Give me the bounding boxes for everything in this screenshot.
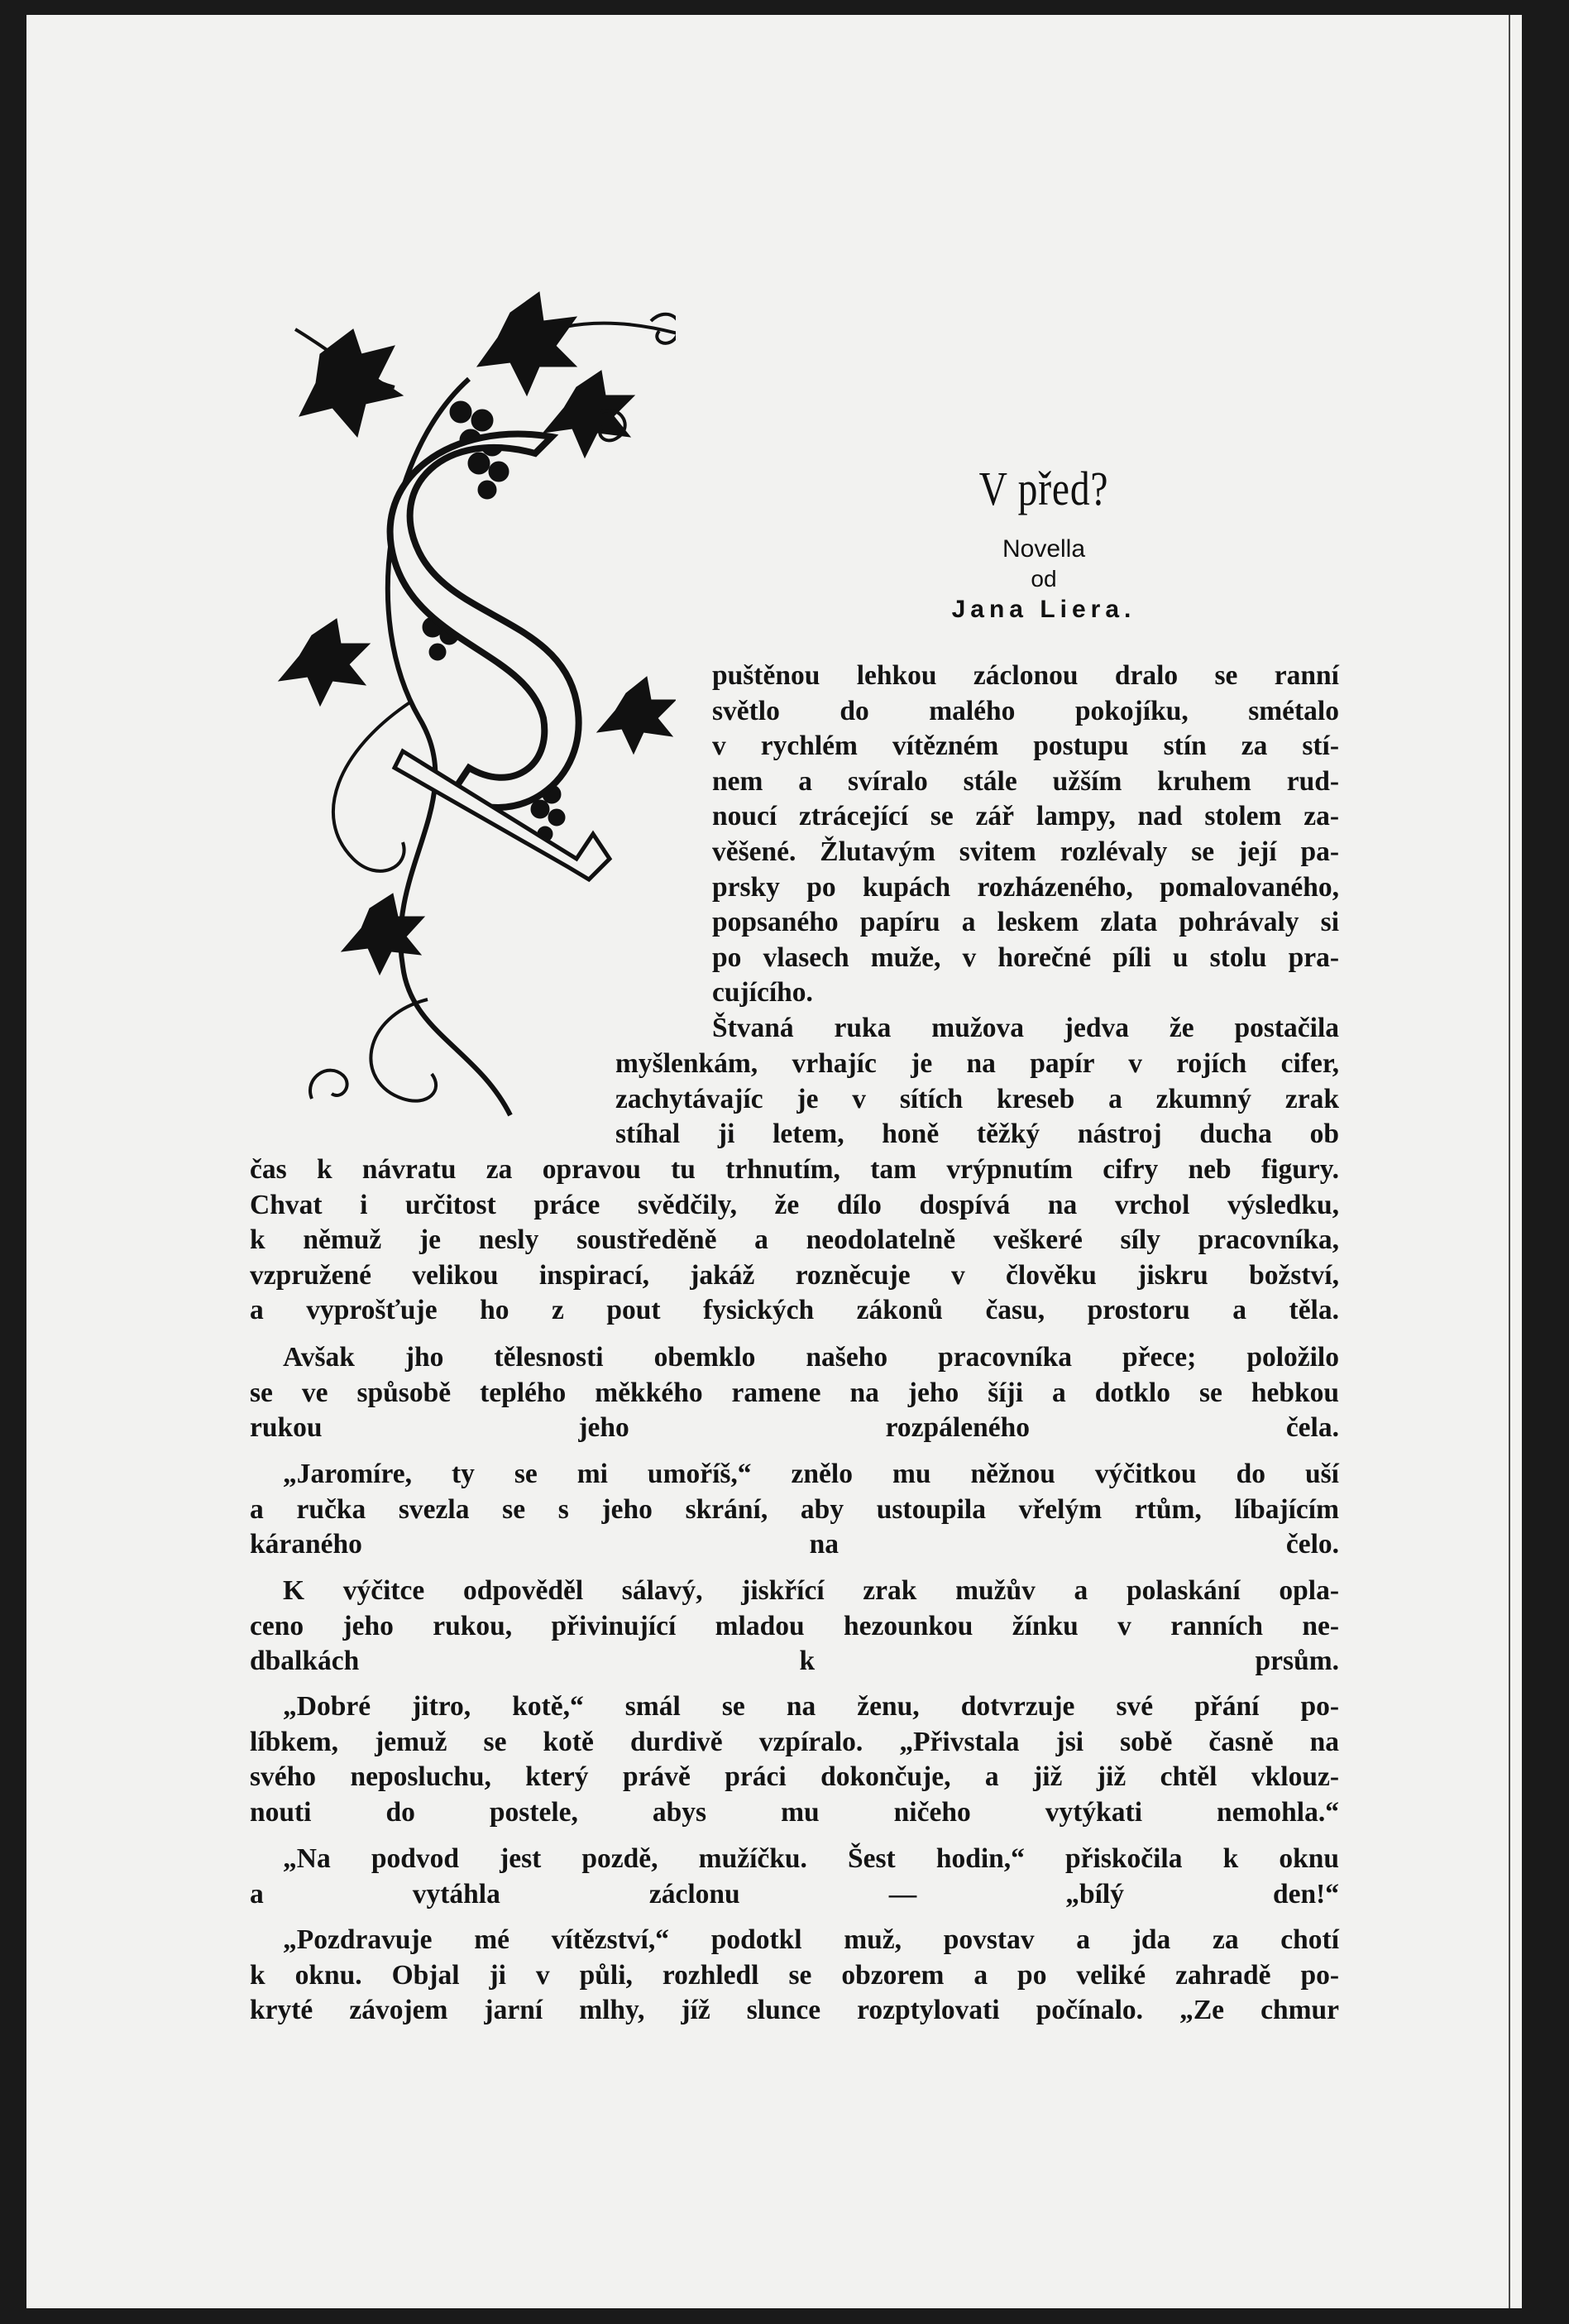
paragraph-3 [250,1340,1339,1446]
text-line: a vyprošťuje ho z pout fysických zákonů času, prostoru a těla. [250,1295,1339,1326]
text-line: Štvaná ruka mužova jedva že postačila [712,1013,1339,1043]
text-line: líbkem, jemuž se kotě durdivě vzpíralo. „Přivstala jsi sobě časně na [250,1726,1339,1757]
text-line: Avšak jho tělesnosti obemklo našeho pracovníka přece; položilo [283,1342,1339,1373]
text-line: „Dobré jitro, kotě,“ smál se na ženu, dotvrzuje své přání po- [283,1691,1339,1722]
text-line: dbalkách k prsům. [250,1646,1339,1677]
byline: od [1031,566,1057,592]
title-block [854,462,1234,625]
text-line: nem a svíralo stále užším kruhem rud- [712,765,1339,797]
text-line: kryté závojem jarní mlhy, jíž slunce rozptylovati počínalo. „Ze chmur [250,1995,1339,2026]
text-line: „Jaromíre, ty se mi umoříš,“ znělo mu něžnou výčitkou do uší [283,1459,1339,1489]
text-line: světlo do malého pokojíku, smétalo [712,695,1339,726]
text-line: popsaného papíru a leskem zlata pohrávaly si [712,907,1339,938]
text-line: rukou jeho rozpáleného čela. [250,1412,1339,1444]
paragraph-6 [250,1689,1339,1830]
text-line: se ve spůsobě teplého měkkého ramene na jeho šíji a dotklo se hebkou [250,1377,1339,1408]
ornamental-initial-s [262,288,676,1148]
text-line: stíhal ji letem, honě těžký nástroj ducha ob [615,1119,1339,1150]
text-line: k němuž je nesly soustředěně a neodolatelně veškeré síly pracovníka, [250,1224,1339,1256]
paragraph-1 [712,659,1339,1011]
story-subtitle: Novella [1002,535,1086,563]
text-line: puštěnou lehkou záclonou dralo se ranní [712,660,1339,691]
text-line: a vytáhla záclonu — „bílý den!“ [250,1878,1339,1910]
paragraph-4 [250,1457,1339,1563]
page-edge-rule [1509,15,1510,2308]
text-line: věšené. Žlutavým svitem rozlévaly se její pa- [712,836,1339,867]
paragraph-5 [250,1574,1339,1680]
text-line: zachytávajíc je v sítích kreseb a zkumný zrak [615,1083,1339,1114]
text-line: káraného na čelo. [250,1529,1339,1560]
text-line: po vlasech muže, v horečné píli u stolu pra- [712,942,1339,973]
text-line: čas k návratu za opravou tu trhnutím, tam vrýpnutím cifry neb figury. [250,1154,1339,1185]
paragraph-7 [250,1842,1339,1912]
text-line: vzpružené velikou inspirací, jakáž rozněcuje v člověku jiskru božství, [250,1259,1339,1291]
paragraph-2-continued [250,1152,1339,1329]
paragraph-2-mid [615,1047,1339,1152]
text-line: ceno jeho rukou, přivinující mladou hezounkou žínku v ranních ne- [250,1610,1339,1641]
text-line: a ručka svezla se s jeho skrání, aby ustoupila vřelým rtům, líbajícím [250,1493,1339,1525]
text-line: noucí ztrácející se zář lampy, nad stolem za- [712,801,1339,832]
text-line: Chvat i určitost práce svědčily, že dílo dospívá na vrchol výsledku, [250,1189,1339,1220]
author-name: Jana Liera. [951,596,1136,623]
text-line: v rychlém vítězném postupu stín za stí- [712,731,1339,762]
text-line: svého neposluchu, který právě práci dokončuje, a již již chtěl vklouz- [250,1761,1339,1793]
story-title: V před? [978,462,1109,515]
text-line: K výčitce odpověděl sálavý, jiskřící zrak mužův a polaskání opla- [283,1575,1339,1606]
text-line: prsky po kupách rozházeného, pomalovaného, [712,871,1339,903]
text-line: „Na podvod jest pozdě, mužíčku. Šest hodin,“ přiskočila k oknu [283,1843,1339,1874]
book-page [26,15,1522,2308]
text-line: nouti do postele, abys mu ničeho vytýkati nemohla.“ [250,1796,1339,1828]
text-line: myšlenkám, vrhajíc je na papír v rojích cifer, [615,1048,1339,1079]
text-line: cujícího. [712,977,813,1009]
text-line: „Pozdravuje mé vítězství,“ podotkl muž, povstav a jda za chotí [283,1924,1339,1955]
paragraph-2-start [712,1011,1339,1047]
text-line: k oknu. Objal ji v půli, rozhledl se obzorem a po veliké zahradě po- [250,1959,1339,1991]
paragraph-8 [250,1923,1339,2029]
